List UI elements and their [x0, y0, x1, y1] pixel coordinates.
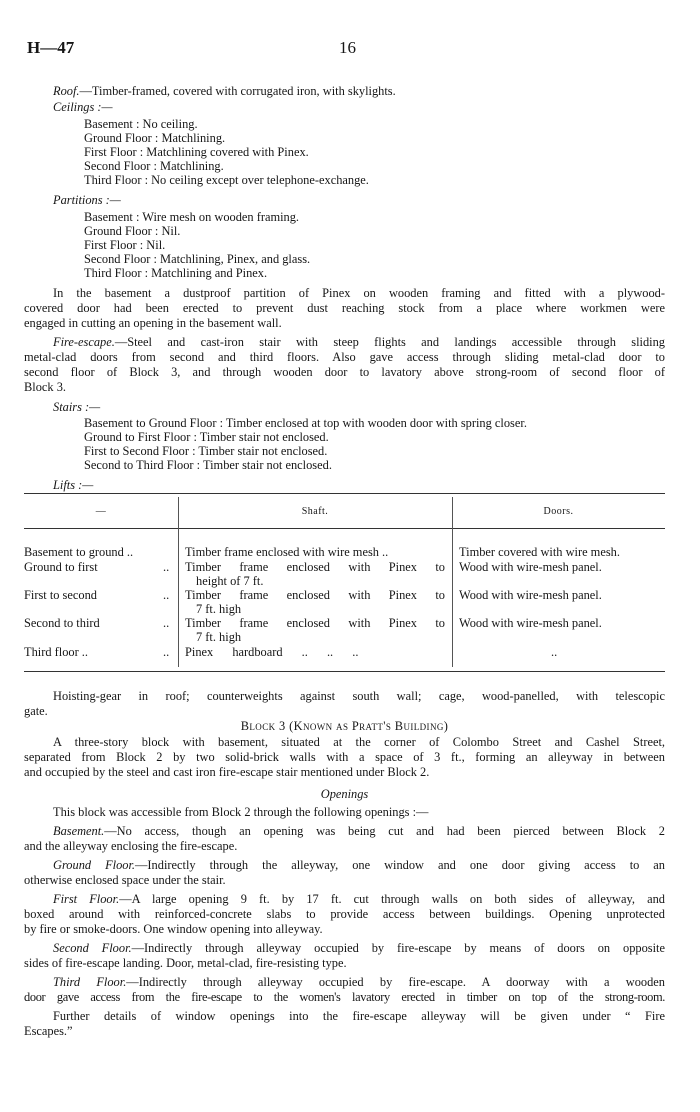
- openings-intro: This block was accessible from Block 2 through the following openings :—: [53, 805, 429, 819]
- ceiling-item: First Floor : Matchlining covered with Pinex.: [84, 145, 309, 159]
- fire-escape-line: metal-clad doors from second and third floors. Also gave access through sliding metal-clad door to: [24, 350, 665, 364]
- partition-item: First Floor : Nil.: [84, 238, 166, 252]
- table-bottom-rule: [24, 671, 665, 672]
- opening-third-line: door gave access from the fire-escape to the women's lavatory erected in timber on top of the strong-room.: [24, 990, 665, 1004]
- table-cell-shaft: 7 ft. high: [196, 630, 242, 644]
- stairs-item: Second to Third Floor : Timber stair not enclosed.: [84, 458, 332, 472]
- openings-heading: Openings: [320, 787, 369, 801]
- stairs-item: Basement to Ground Floor : Timber enclosed at top with wooden door with spring closer.: [84, 416, 527, 430]
- partition-item: Ground Floor : Nil.: [84, 224, 181, 238]
- opening-basement-line: Basement.—No access, though an opening was being cut and had been pierced between Block 2: [53, 824, 665, 838]
- roof-line: Roof.—Timber-framed, covered with corrugated iron, with skylights.: [53, 84, 396, 98]
- table-cell-shaft: Timber frame enclosed with Pinex to: [185, 560, 445, 574]
- ceiling-item: Basement : No ceiling.: [84, 117, 198, 131]
- page-reference: H—47: [27, 38, 75, 57]
- opening-basement-line: and the alleyway enclosing the fire-escape.: [24, 839, 238, 853]
- table-header-shaft: Shaft.: [301, 506, 329, 517]
- opening-second-line: Second Floor.—Indirectly through alleyway occupied by fire-escape by means of doors on opposite: [53, 941, 665, 955]
- ceiling-item: Ground Floor : Matchlining.: [84, 131, 226, 145]
- block3-line: and occupied by the steel and cast iron fire-escape stair mentioned under Block 2.: [24, 765, 430, 779]
- opening-ground-line: Ground Floor.—Indirectly through the alleyway, one window and one door giving access to an: [53, 858, 666, 872]
- table-cell-shaft: height of 7 ft.: [196, 574, 264, 588]
- table-cell-shaft: Timber frame enclosed with Pinex to: [185, 616, 445, 630]
- table-cell-shaft: 7 ft. high: [196, 602, 242, 616]
- table-cell-leader: ..: [163, 645, 170, 659]
- table-cell-doors: Timber covered with wire mesh.: [459, 545, 620, 559]
- fire-escape-line: second floor of Block 3, and through wooden door to lavatory above strong-room of second floor of: [24, 365, 665, 379]
- stairs-item: Ground to First Floor : Timber stair not enclosed.: [84, 430, 329, 444]
- fire-escape-line: Block 3.: [24, 380, 66, 394]
- table-cell-floor: Ground to first: [24, 560, 98, 574]
- opening-third-line: Third Floor.—Indirectly through alleyway occupied by fire-escape. A doorway with a wooden: [53, 975, 665, 989]
- table-cell-floor: Basement to ground ..: [24, 545, 134, 559]
- block3-heading: Block 3 (Known as Pratt's Building): [240, 719, 449, 733]
- block3-line: A three-story block with basement, situated at the corner of Colombo Street and Cashel Street,: [53, 735, 665, 749]
- table-cell-leader: ..: [163, 560, 170, 574]
- table-cell-leader: ..: [163, 588, 170, 602]
- further-details-line: Further details of window openings into the fire-escape alleyway will be given under “ Fire: [53, 1009, 665, 1023]
- block3-line: separated from Block 2 by two solid-brick walls with a space of 3 ft., forming an alleyway in between: [24, 750, 665, 764]
- table-cell-shaft: Timber frame enclosed with wire mesh ..: [185, 545, 389, 559]
- fire-escape-line: Fire-escape.—Steel and cast-iron stair with steep flights and landings accessible through sliding: [53, 335, 665, 349]
- table-cell-shaft: Timber frame enclosed with Pinex to: [185, 588, 445, 602]
- opening-first-line: boxed around with reinforced-concrete slabs to provide access between buildings. Opening unprotected: [24, 907, 665, 921]
- basement-paragraph-line: In the basement a dustproof partition of Pinex on wooden framing and fitted with a plywood-: [53, 286, 665, 300]
- table-cell-doors: Wood with wire-mesh panel.: [459, 560, 602, 574]
- stairs-item: First to Second Floor : Timber stair not enclosed.: [84, 444, 328, 458]
- page-number: 16: [339, 38, 356, 57]
- opening-ground-line: otherwise enclosed space under the stair.: [24, 873, 226, 887]
- lifts-heading: Lifts :—: [53, 478, 94, 492]
- partition-item: Second Floor : Matchlining, Pinex, and glass.: [84, 252, 311, 266]
- table-cell-doors: Wood with wire-mesh panel.: [459, 588, 602, 602]
- partition-item: Basement : Wire mesh on wooden framing.: [84, 210, 300, 224]
- ceilings-heading: Ceilings :—: [53, 100, 113, 114]
- table-header-rule: [24, 528, 665, 529]
- table-cell-doors: Wood with wire-mesh panel.: [459, 616, 602, 630]
- stairs-heading: Stairs :—: [53, 400, 101, 414]
- table-cell-floor: Second to third: [24, 616, 100, 630]
- partition-item: Third Floor : Matchlining and Pinex.: [84, 266, 268, 280]
- hoisting-line: Hoisting-gear in roof; counterweights against south wall; cage, wood-panelled, with telescopic: [53, 689, 665, 703]
- table-header-floor: —: [95, 506, 107, 517]
- ceiling-item: Third Floor : No ceiling except over telephone-exchange.: [84, 173, 369, 187]
- table-cell-floor: Third floor ..: [24, 645, 89, 659]
- table-cell-floor: First to second: [24, 588, 97, 602]
- table-column-divider: [178, 497, 179, 667]
- partitions-heading: Partitions :—: [53, 193, 121, 207]
- basement-paragraph-line: engaged in cutting an opening in the basement wall.: [24, 316, 282, 330]
- opening-second-line: sides of fire-escape landing. Door, metal-clad, fire-resisting type.: [24, 956, 347, 970]
- table-cell-shaft: Pinex hardboard .. .. ..: [185, 645, 359, 659]
- ceiling-item: Second Floor : Matchlining.: [84, 159, 224, 173]
- further-details-line: Escapes.”: [24, 1024, 73, 1038]
- hoisting-line: gate.: [24, 704, 48, 718]
- table-cell-leader: ..: [163, 616, 170, 630]
- opening-first-line: First Floor.—A large opening 9 ft. by 17 ft. cut through walls on both sides of alleyway, and: [53, 892, 665, 906]
- table-column-divider: [452, 497, 453, 667]
- opening-first-line: by fire or smoke-doors. One window opening into alleyway.: [24, 922, 323, 936]
- table-top-rule: [24, 493, 665, 494]
- table-header-doors: Doors.: [543, 506, 574, 517]
- basement-paragraph-line: covered door had been erected to prevent dust reaching stock from a place where workmen were: [24, 301, 665, 315]
- table-cell-doors: ..: [551, 645, 558, 659]
